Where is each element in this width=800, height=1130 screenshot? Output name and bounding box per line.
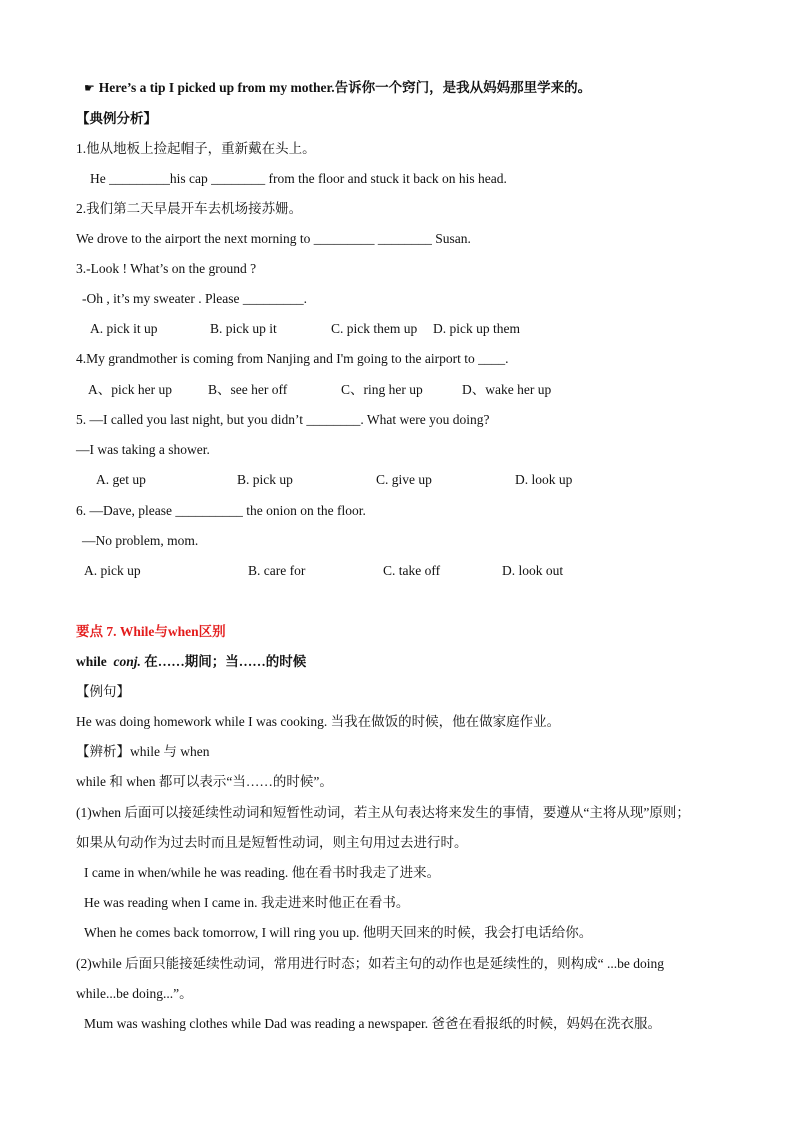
tip-chinese: 告诉你一个窍门，是我从妈妈那里学来的。	[334, 80, 592, 95]
q2-prompt: 2.我们第二天早晨开车去机场接苏姗。	[76, 201, 303, 216]
pointing-hand-icon: ☛	[84, 81, 95, 95]
point2-line2: while...be doing...”。	[76, 986, 193, 1001]
q3-line1: 3.-Look ! What’s on the ground ?	[76, 261, 257, 276]
example-heading: 【典例分析】	[76, 111, 157, 126]
both-line: while 和 when 都可以表示“当……的时候”。	[76, 774, 333, 789]
q4-option-d: D、wake her up	[462, 382, 552, 397]
def-word: while	[76, 654, 107, 669]
q3-option-c: C. pick them up	[331, 321, 418, 336]
q5-line2: —I was taking a shower.	[76, 442, 210, 457]
q6-line1: 6. —Dave, please __________ the onion on the floor.	[76, 503, 366, 518]
q3-option-a: A. pick it up	[90, 321, 158, 336]
def-pos: conj.	[113, 654, 141, 669]
q4-option-c: C、ring her up	[341, 382, 423, 397]
example-4: Mum was washing clothes while Dad was reading a newspaper. 爸爸在看报纸的时候，妈妈在洗衣服。	[84, 1016, 662, 1031]
q4-option-a: A、pick her up	[88, 382, 172, 397]
q6-option-c: C. take off	[383, 563, 441, 578]
q5-option-b: B. pick up	[237, 472, 293, 487]
example-1: I came in when/while he was reading. 他在看书时我走了进来。	[84, 865, 441, 880]
q2-sentence: We drove to the airport the next morning to _________ ________ Susan.	[76, 231, 471, 246]
q6-option-b: B. care for	[248, 563, 306, 578]
tip-line	[84, 79, 591, 97]
q6-option-a: A. pick up	[84, 563, 141, 578]
while-definition	[76, 653, 306, 671]
q5-option-c: C. give up	[376, 472, 432, 487]
example-label: 【例句】	[76, 684, 130, 699]
q6-line2: —No problem, mom.	[82, 533, 199, 548]
q5-line1: 5. —I called you last night, but you didn’t ________. What were you doing?	[76, 412, 490, 427]
analysis-label: 【辨析】while 与 when	[76, 744, 210, 759]
q4-option-b: B、see her off	[208, 382, 288, 397]
example-2: He was reading when I came in. 我走进来时他正在看书。	[84, 895, 410, 910]
q3-option-b: B. pick up it	[210, 321, 277, 336]
point2-line1: (2)while 后面只能接延续性动词，常用进行时态；如若主句的动作也是延续性的，则构成“ ...be doing	[76, 956, 664, 971]
q1-prompt: 1.他从地板上捡起帽子，重新戴在头上。	[76, 141, 316, 156]
example-sentence: He was doing homework while I was cooking. 当我在做饭的时候，他在做家庭作业。	[76, 714, 561, 729]
example-3: When he comes back tomorrow, I will ring you up. 他明天回来的时候，我会打电话给你。	[84, 925, 593, 940]
q1-sentence: He _________his cap ________ from the floor and stuck it back on his head.	[90, 171, 507, 186]
tip-english: Here’s a tip I picked up from my mother.	[98, 80, 335, 95]
q3-option-d: D. pick up them	[433, 321, 520, 336]
section7-heading: 要点 7. While与when区别	[76, 624, 226, 639]
q4-line: 4.My grandmother is coming from Nanjing and I'm going to the airport to ____.	[76, 351, 509, 366]
q6-option-d: D. look out	[502, 563, 564, 578]
point1-line1: (1)when 后面可以接延续性动词和短暂性动词，若主从句表达将来发生的事情，要遵从“主将从现”原则；	[76, 805, 690, 820]
def-meaning: 在……期间；当……的时候	[144, 654, 307, 669]
q3-line2: -Oh , it’s my sweater . Please _________.	[82, 291, 307, 306]
point1-line2: 如果从句动作为过去时而且是短暂性动词，则主句用过去进行时。	[76, 835, 468, 850]
q5-option-a: A. get up	[96, 472, 146, 487]
q5-option-d: D. look up	[515, 472, 573, 487]
